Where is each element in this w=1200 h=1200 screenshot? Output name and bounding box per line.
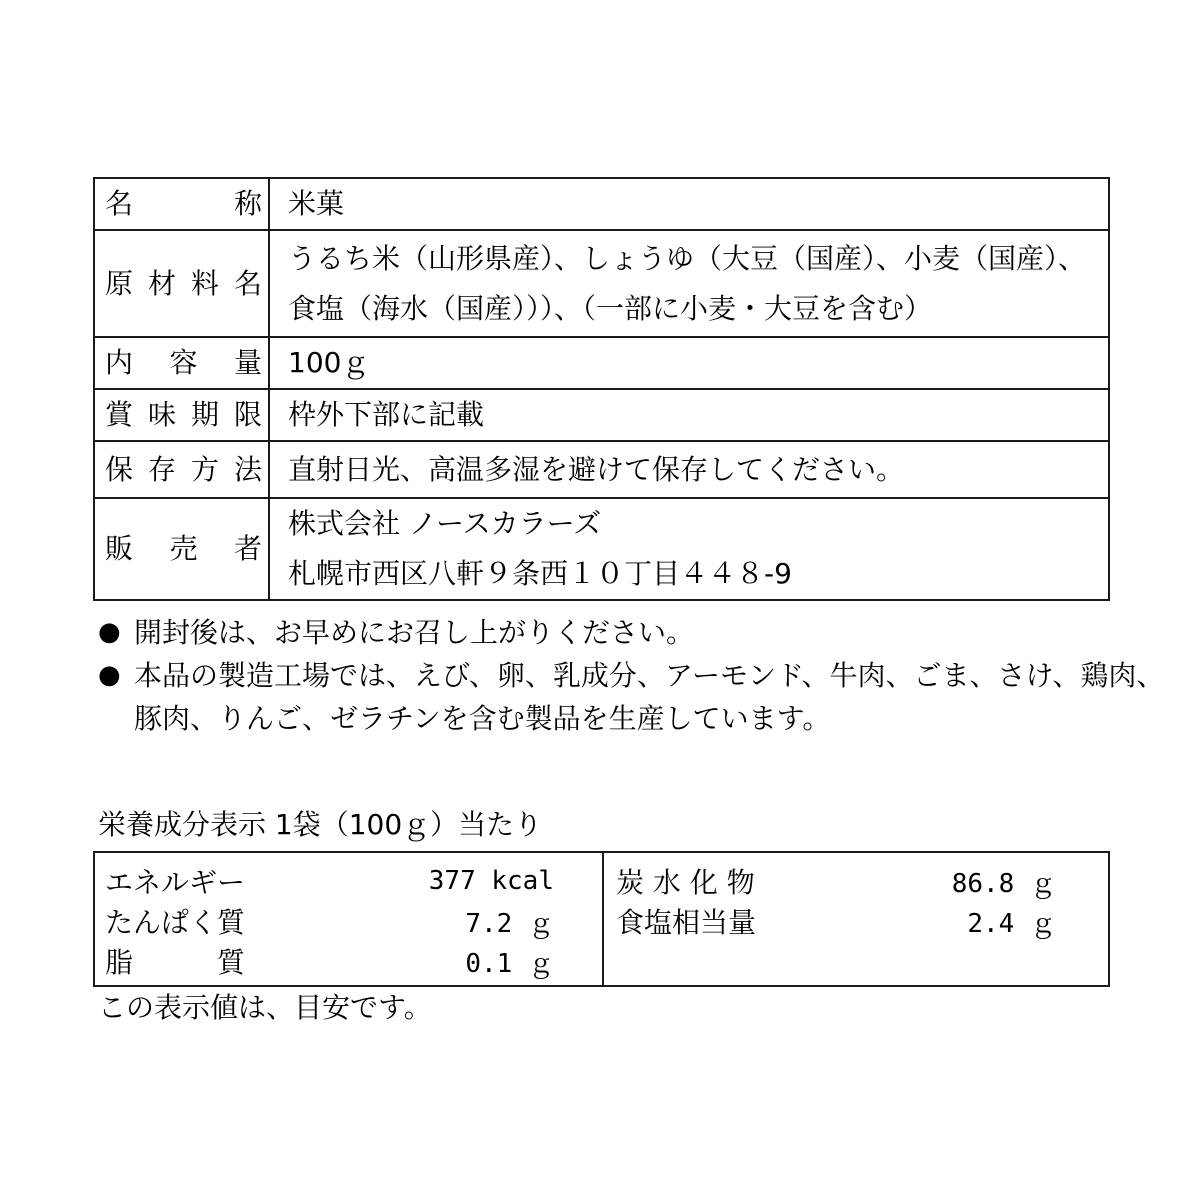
nutrition-title: 栄養成分表示 1袋（100ｇ）当たり — [98, 808, 543, 841]
nutrition-row-salt — [616, 901, 1056, 941]
product-label-table — [93, 177, 1110, 601]
key-char: 原 — [105, 266, 134, 300]
note-text: 開封後は、お早めにお召し上がりください。 — [134, 616, 695, 649]
label-key-name — [94, 178, 269, 230]
label-value-content — [269, 337, 1109, 389]
note-item — [98, 654, 1165, 740]
label-value-ingredients — [269, 230, 1109, 337]
label-row-storage — [94, 441, 1109, 498]
key-char: 限 — [233, 398, 262, 431]
nutrition-label: 炭 水 化 物 — [616, 866, 755, 899]
key-char: 内 — [105, 346, 134, 379]
note-body — [134, 611, 694, 654]
nutrition-disclaimer: この表示値は、目安です。 — [98, 991, 432, 1024]
label-row-content — [94, 337, 1109, 389]
note-item — [98, 611, 1118, 654]
nutrition-value: 2.4 ｇ — [967, 908, 1056, 939]
label-value-name — [269, 178, 1109, 230]
nutrition-label: 食塩相当量 — [616, 906, 757, 939]
nutrition-value: 7.2 ｇ — [465, 908, 554, 939]
nutrition-label: 脂 質 — [105, 946, 246, 979]
label-row-seller — [94, 498, 1109, 600]
label-row-name — [94, 178, 1109, 230]
key-char: 賞 — [105, 398, 134, 431]
nutrition-value: 0.1 ｇ — [465, 948, 554, 979]
key-char: 方 — [190, 452, 219, 486]
key-char: 量 — [233, 346, 262, 379]
bullet-icon: ● — [98, 617, 121, 647]
key-char: 期 — [190, 398, 219, 431]
key-char: 名 — [233, 266, 262, 300]
note-text: 本品の製造工場では、えび、卵、乳成分、アーモンド、牛肉、ごま、さけ、鶏肉、 — [134, 659, 1165, 692]
key-char: 容 — [169, 346, 198, 379]
value-line: 米菓 — [288, 187, 345, 220]
key-char: 称 — [233, 187, 262, 220]
nutrition-row-protein — [105, 901, 554, 941]
key-char: 料 — [190, 266, 219, 300]
value-line: うるち米（山形県産）、しょうゆ（大豆（国産）、小麦（国産）、 — [288, 241, 1087, 275]
nutrition-right-column — [604, 853, 1108, 985]
key-char: 名 — [105, 187, 134, 220]
value-line: 株式会社 ノースカラーズ — [288, 507, 602, 540]
nutrition-row-carbs — [616, 861, 1056, 901]
bullet-icon: ● — [98, 660, 121, 690]
nutrition-label: たんぱく質 — [105, 906, 246, 939]
nutrition-left-column — [95, 853, 604, 985]
key-char: 保 — [105, 452, 134, 486]
label-row-ingredients — [94, 230, 1109, 337]
label-value-seller — [269, 498, 1109, 600]
label-key-best-before — [94, 389, 269, 441]
nutrition-value: 86.8 ｇ — [951, 868, 1056, 899]
key-char: 販 — [105, 532, 134, 565]
value-line: 食塩（海水（国産）））、（一部に小麦・大豆を含む） — [288, 291, 933, 325]
key-char: 法 — [233, 452, 262, 486]
label-key-content — [94, 337, 269, 389]
note-body — [134, 654, 1164, 740]
notes-section — [98, 611, 1165, 740]
label-value-best-before — [269, 389, 1109, 441]
label-row-best-before — [94, 389, 1109, 441]
label-key-storage — [94, 441, 269, 498]
nutrition-value: 377 kcal — [428, 866, 554, 896]
nutrition-row-energy — [105, 861, 554, 901]
key-char: 材 — [147, 266, 176, 300]
label-key-seller — [94, 498, 269, 600]
nutrition-label: エネルギー — [105, 866, 246, 899]
value-line: 枠外下部に記載 — [288, 398, 485, 431]
key-char: 者 — [233, 532, 262, 565]
note-text: 豚肉、りんご、ゼラチンを含む製品を生産しています。 — [134, 702, 831, 735]
value-line: 100ｇ — [288, 346, 370, 379]
key-char: 味 — [147, 398, 176, 431]
key-char: 売 — [169, 532, 198, 565]
nutrition-table — [93, 851, 1110, 987]
label-key-ingredients — [94, 230, 269, 337]
key-char: 存 — [147, 452, 176, 486]
value-line: 直射日光、高温多湿を避けて保存してください。 — [288, 452, 905, 486]
nutrition-row-fat — [105, 941, 554, 981]
value-line: 札幌市西区八軒９条西１０丁目４４８-9 — [288, 557, 792, 590]
label-value-storage — [269, 441, 1109, 498]
